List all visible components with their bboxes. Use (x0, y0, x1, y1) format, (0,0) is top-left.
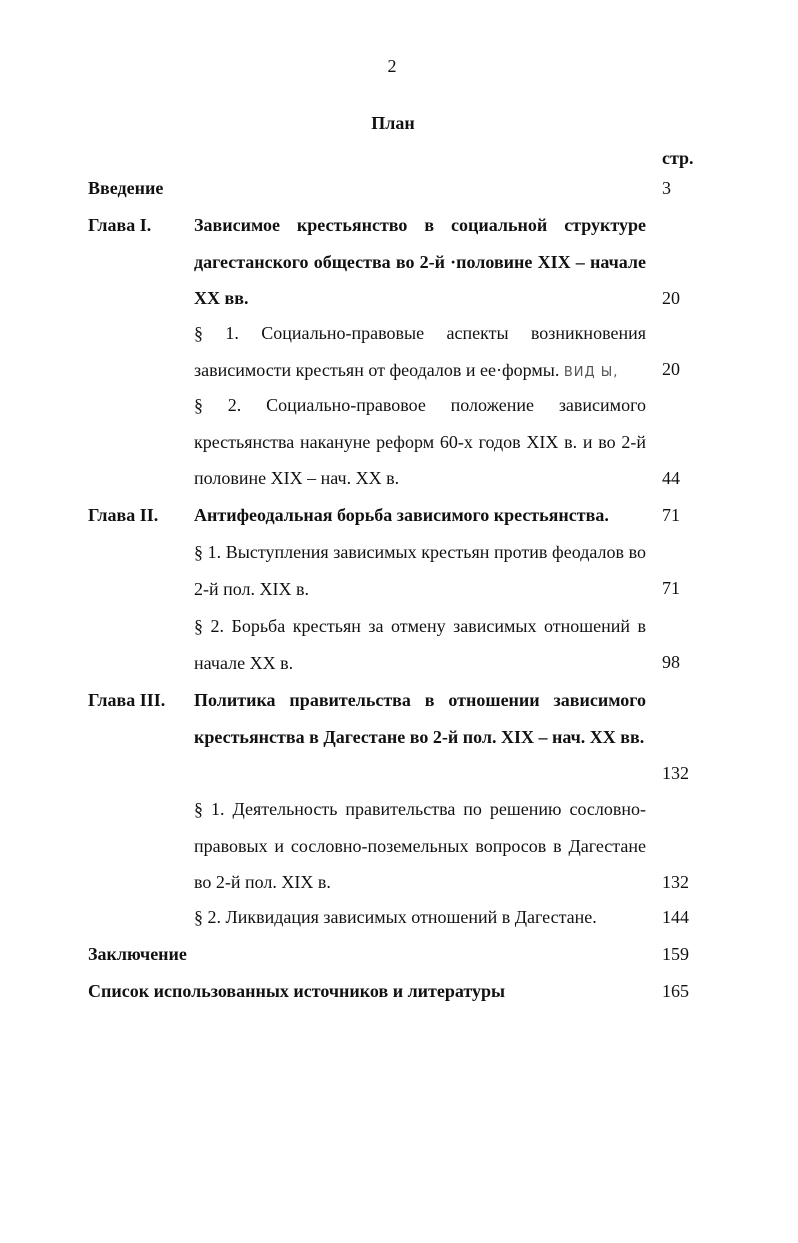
entry-title: § 1. Выступления зависимых крестьян против феодалов во 2-й пол. XIX в. (194, 542, 646, 599)
toc-entry-introduction (0, 170, 798, 207)
entry-page: 3 (662, 178, 671, 199)
entry-page: 165 (662, 981, 689, 1002)
entry-title: § 2. Борьба крестьян за отмену зависимых отношений в начале XX в. (194, 616, 646, 673)
entry-page: 144 (662, 907, 689, 928)
entry-title: § 1. Социально-правовые аспекты возникновения зависимости крестьян от феодалов и ее·формы. ВИД Ы, (194, 323, 646, 380)
entry-label: Заключение (88, 944, 187, 964)
page-column-header: стр. (662, 148, 694, 168)
entry-title: § 2. Ликвидация зависимых отношений в Дагестане. (194, 907, 597, 927)
entry-label: Список использованных источников и литературы (88, 981, 506, 1001)
toc-entry-bibliography (0, 973, 798, 1010)
handwritten-note: ВИД Ы, (563, 364, 619, 380)
entry-page: 20 (662, 288, 680, 309)
entry-label: Глава II. (88, 505, 159, 525)
entry-page: 20 (662, 359, 680, 380)
toc-entry-chapter-1-section-1 (0, 315, 798, 388)
toc-entry-chapter-2 (0, 497, 798, 534)
toc-entry-chapter-3-section-2 (0, 899, 798, 936)
toc-entry-chapter-3-section-1 (0, 791, 798, 901)
entry-page: 132 (662, 872, 689, 893)
entry-page: 159 (662, 944, 689, 965)
toc-entry-chapter-1-section-2 (0, 387, 798, 497)
toc-entry-conclusion (0, 936, 798, 973)
entry-page: 132 (662, 763, 689, 784)
entry-title: Политика правительства в отношении зависимого крестьянства в Дагестане во 2-й пол. XIX – нач. XX вв. (194, 690, 646, 747)
page-number: 2 (387, 56, 397, 76)
entry-title: Антифеодальная борьба зависимого крестьянства. (194, 505, 609, 525)
toc-entry-chapter-3 (0, 682, 798, 792)
entry-page: 44 (662, 468, 680, 489)
entry-title: Зависимое крестьянство в социальной структуре дагестанского общества во 2-й ·половине XIX – начале XX вв. (194, 215, 646, 309)
entry-label: Глава III. (88, 690, 166, 710)
entry-label: Глава I. (88, 215, 152, 235)
page-title: План (371, 113, 415, 133)
entry-label: Введение (88, 178, 164, 198)
entry-page: 71 (662, 578, 680, 599)
entry-title: § 1. Деятельность правительства по решению сословно-правовых и сословно-поземельных вопросов в Дагестане во 2-й пол. XIX в. (194, 799, 646, 893)
entry-page: 98 (662, 652, 680, 673)
toc-entry-chapter-2-section-1 (0, 534, 798, 607)
entry-title: § 2. Социально-правовое положение зависимого крестьянства накануне реформ 60-х годов XIX в. и во 2-й половине XIX – нач. XX в. (194, 395, 646, 489)
toc-entry-chapter-2-section-2 (0, 608, 798, 681)
entry-page: 71 (662, 505, 680, 526)
toc-entry-chapter-1 (0, 207, 798, 317)
